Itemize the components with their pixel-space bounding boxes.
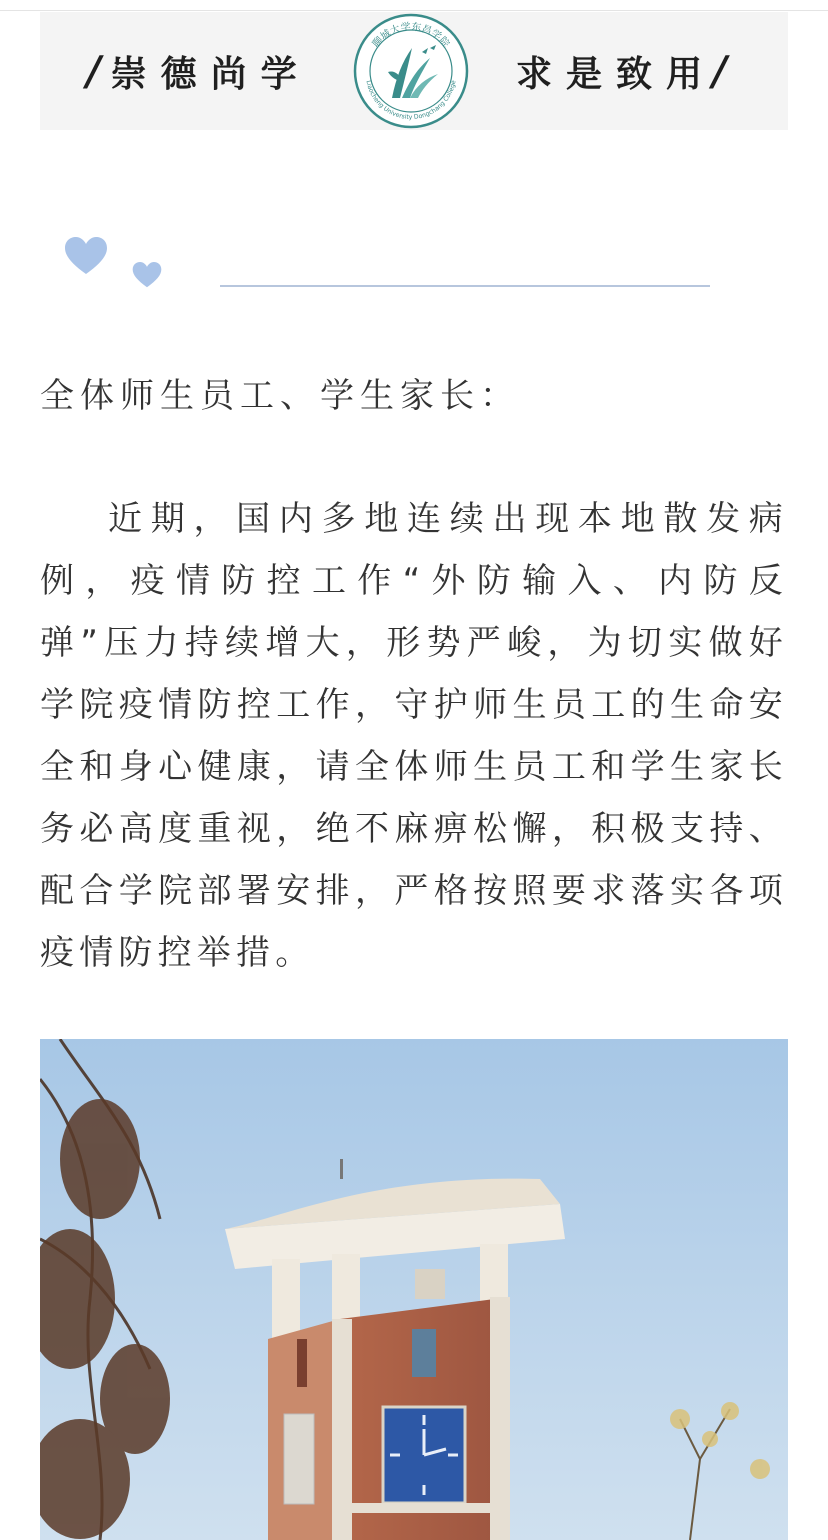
slash-mark: / [712, 47, 727, 95]
motto-right-text: 求是致用 [516, 52, 717, 95]
heart-icon [132, 261, 162, 289]
emblem-chinese-text: 聊城大学东昌学院 [370, 21, 452, 50]
motto-left [86, 12, 311, 130]
header-banner [40, 12, 788, 130]
emblem-english-text: Liaocheng University Dongchang College [364, 79, 458, 122]
motto-left-text: 崇德尚学 [110, 52, 311, 95]
motto-right [516, 12, 727, 130]
letter-paragraph: 近期，国内多地连续出现本地散发病例，疫情防控工作“外防输入、内防反弹”压力持续增大，形势严峻，为切实做好学院疫情防控工作，守护师生员工的生命安全和身心健康，请全体师生员工和学生家长务必高度重视，绝不麻痹松懈，积极支持、配合学院部署安排，严格按照要求落实各项疫情防控举措。 [40, 499, 788, 973]
clock-tower-photo [40, 1039, 788, 1540]
divider-line [220, 285, 710, 287]
slash-mark: / [86, 47, 101, 95]
top-divider [0, 0, 828, 11]
letter-salutation: 全体师生员工、学生家长： [40, 376, 520, 416]
heart-icon [64, 236, 108, 276]
decorative-divider [60, 230, 720, 300]
emblem-logo [352, 12, 470, 130]
